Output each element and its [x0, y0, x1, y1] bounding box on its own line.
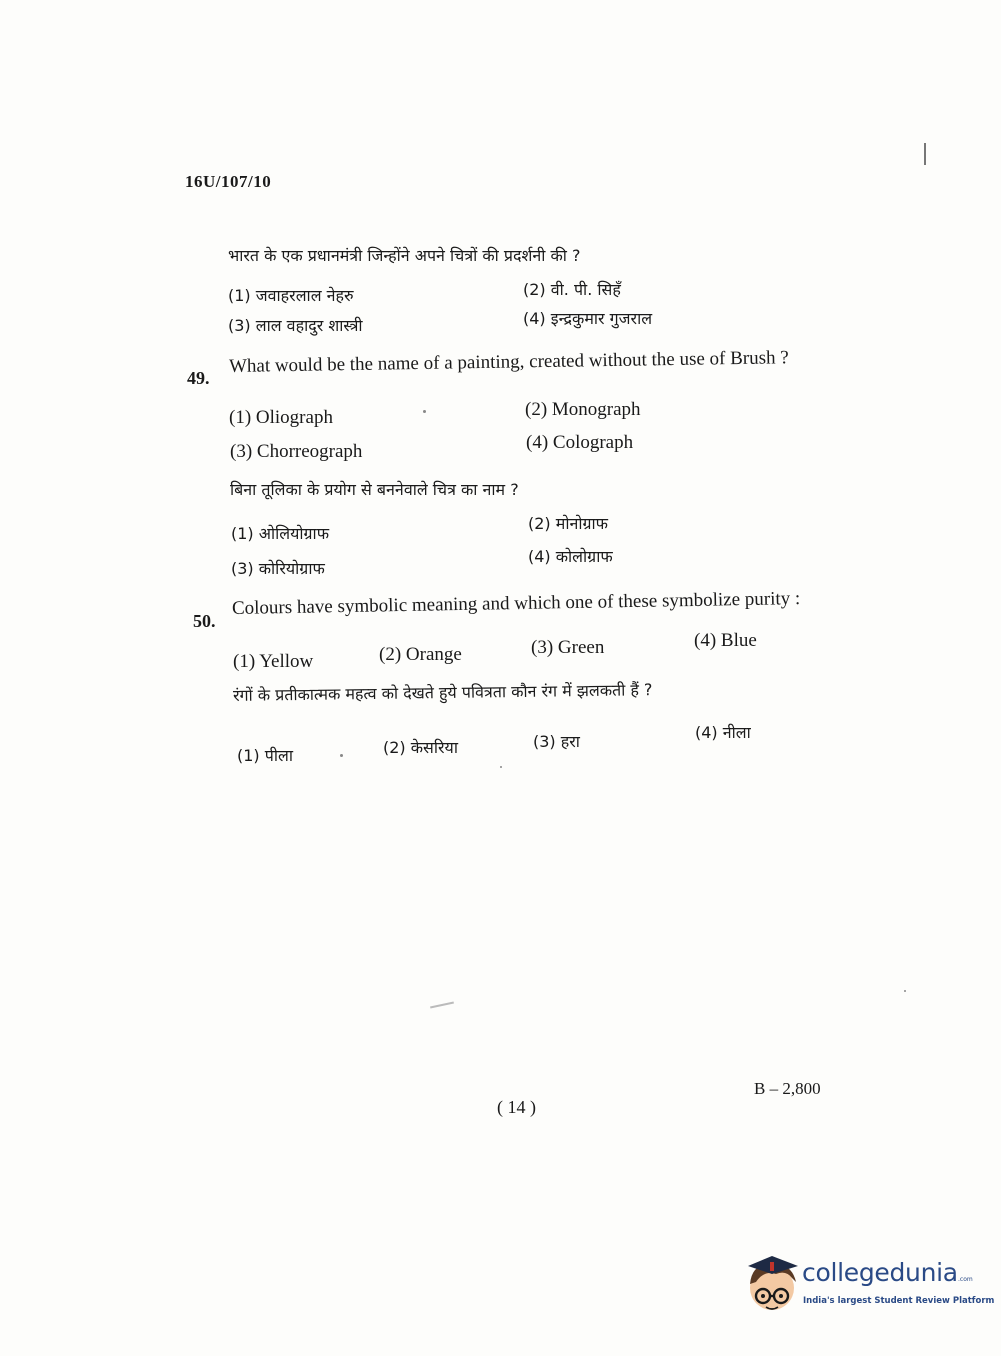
q48-hindi-question: भारत के एक प्रधानमंत्री जिन्होंने अपने चित्रों की प्रदर्शनी की ?	[228, 246, 581, 265]
q50-hindi-option-4: (4) नीला	[695, 723, 751, 742]
q50-hindi-option-2: (2) केसरिया	[383, 738, 458, 757]
q48-hindi-option-1: (1) जवाहरलाल नेहरु	[228, 286, 354, 305]
q50-option-2: (2) Orange	[379, 644, 462, 665]
watermark-brand: collegedunia	[802, 1258, 958, 1287]
print-count: B – 2,800	[754, 1079, 821, 1098]
scan-speck	[904, 990, 906, 992]
scan-speck	[500, 766, 502, 768]
q50-option-3: (3) Green	[531, 637, 605, 658]
scan-edge-mark	[924, 143, 926, 165]
q48-hindi-option-4: (4) इन्द्रकुमार गुजराल	[523, 309, 653, 328]
q50-hindi-option-3: (3) हरा	[533, 732, 580, 751]
page-number: ( 14 )	[497, 1097, 536, 1117]
q50-question: Colours have symbolic meaning and which one of these symbolize purity :	[231, 588, 801, 619]
q48-hindi-option-2: (2) वी. पी. सिहँ	[523, 280, 621, 299]
q49-hindi-option-4: (4) कोलोग्राफ	[528, 547, 613, 566]
q49-hindi-option-1: (1) ओलियोग्राफ	[231, 524, 330, 543]
q49-question: What would be the name of a painting, created without the use of Brush ?	[228, 347, 789, 377]
q50-hindi-question: रंगों के प्रतीकात्मक महत्व को देखते हुये पवित्रता कौन रंग में झलकती हैं ?	[232, 680, 653, 705]
q50-hindi-option-1: (1) पीला	[237, 746, 293, 765]
watermark-brand-suffix: .com	[958, 1276, 973, 1283]
q49-hindi-option-2: (2) मोनोग्राफ	[528, 514, 608, 533]
q48-hindi-option-3: (3) लाल वहादुर शास्त्री	[228, 316, 363, 335]
scan-smudge	[430, 1002, 454, 1009]
scan-speck	[340, 754, 343, 757]
q49-hindi-option-3: (3) कोरियोग्राफ	[231, 559, 325, 578]
paper-code: 16U/107/10	[185, 172, 272, 191]
q49-hindi-question: बिना तूलिका के प्रयोग से बननेवाले चित्र का नाम ?	[230, 480, 519, 499]
scan-speck	[423, 410, 426, 413]
q49-option-2: (2) Monograph	[525, 399, 641, 420]
q50-option-4: (4) Blue	[694, 630, 757, 651]
q50-option-1: (1) Yellow	[233, 651, 314, 672]
q50-number: 50.	[193, 611, 216, 631]
q49-number: 49.	[187, 368, 210, 388]
watermark-tagline: India's largest Student Review Platform	[803, 1296, 995, 1306]
q49-option-4: (4) Colograph	[526, 432, 634, 453]
q49-option-3: (3) Chorreograph	[230, 441, 363, 462]
q49-option-1: (1) Oliograph	[229, 407, 333, 428]
